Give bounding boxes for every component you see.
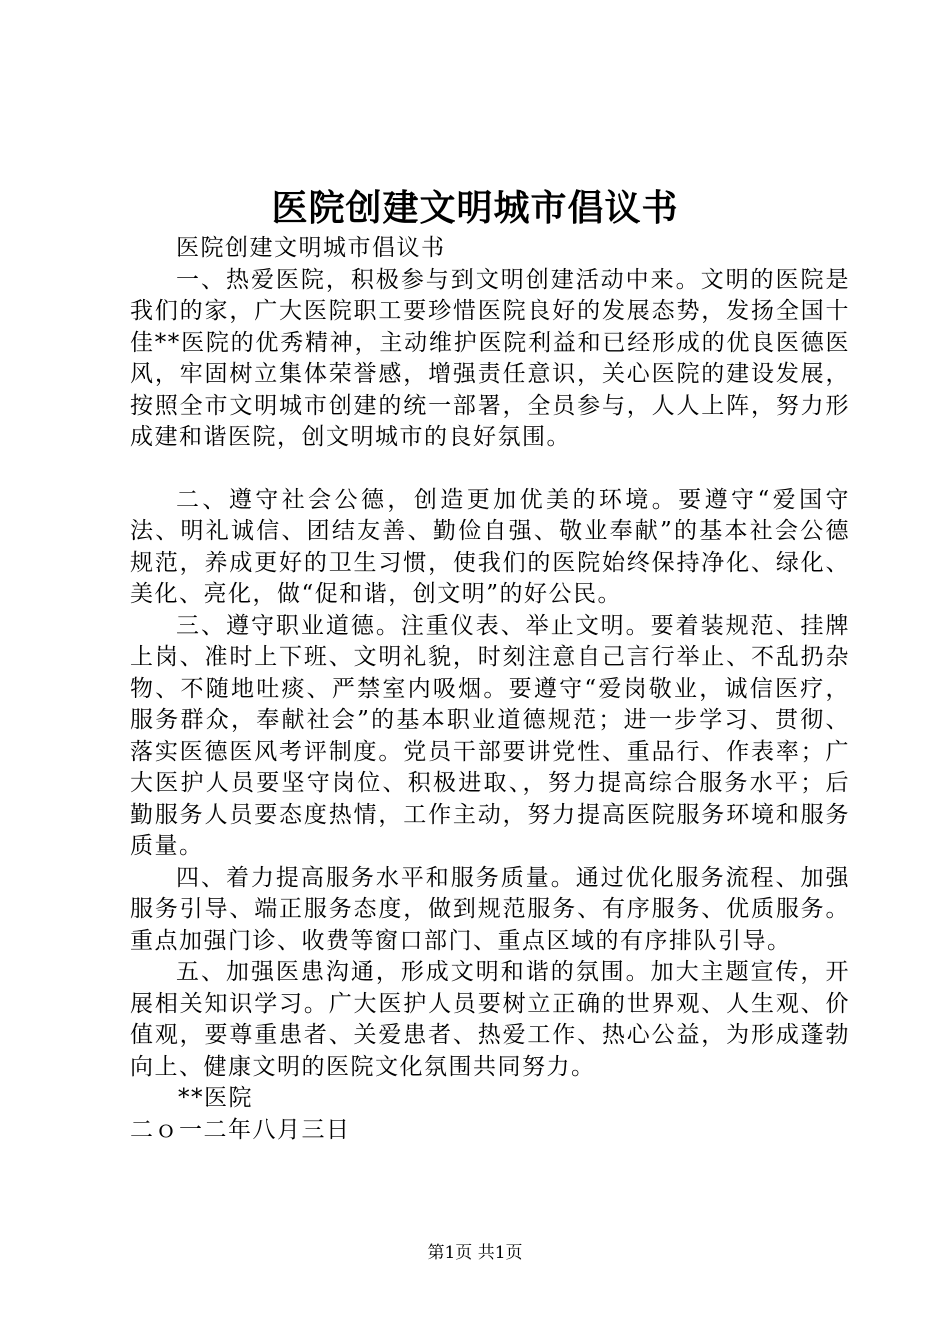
paragraph-5: 五、加强医患沟通，形成文明和谐的氛围。加大主题宣传，开展相关知识学习。广大医护人员要树立正确的世界观、人生观、价值观，要尊重患者、关爱患者、热爱工作、热心公益，为形成蓬勃向上、健康文明的医院文化氛围共同努力。	[130, 959, 850, 1080]
signature: **医院	[178, 1085, 253, 1111]
paragraph-1: 一、热爱医院，积极参与到文明创建活动中来。文明的医院是我们的家，广大医院职工要珍惜医院良好的发展态势，发扬全国十佳**医院的优秀精神，主动维护医院利益和已经形成的优良医德医风，牢固树立集体荣誉感，增强责任意识，关心医院的建设发展，按照全市文明城市创建的统一部署，全员参与，人人上阵，努力形成建和谐医院，创文明城市的良好氛围。	[130, 266, 850, 450]
document-subtitle: 医院创建文明城市倡议书	[176, 235, 446, 261]
document-title: 医院创建文明城市倡议书	[271, 187, 679, 229]
page-footer: 第1页 共1页	[427, 1243, 523, 1263]
paragraph-2: 二、遵守社会公德，创造更加优美的环境。要遵守“爱国守法、明礼诚信、团结友善、勤俭自强、敬业奉献”的基本社会公德规范，养成更好的卫生习惯，使我们的医院始终保持净化、绿化、美化、亮化，做“促和谐，创文明”的好公民。	[130, 486, 850, 607]
paragraph-3: 三、遵守职业道德。注重仪表、举止文明。要着装规范、挂牌上岗、准时上下班、文明礼貌，时刻注意自己言行举止、不乱扔杂物、不随地吐痰、严禁室内吸烟。要遵守“爱岗敬业，诚信医疗，服务群众，奉献社会”的基本职业道德规范；进一步学习、贯彻、落实医德医风考评制度。党员干部要讲党性、重品行、作表率；广大医护人员要坚守岗位、积极进取、，努力提高综合服务水平；后勤服务人员要态度热情，工作主动，努力提高医院服务环境和服务质量。	[130, 612, 850, 859]
document-date: 二ｏ一二年八月三日	[130, 1116, 351, 1143]
paragraph-4: 四、着力提高服务水平和服务质量。通过优化服务流程、加强服务引导、端正服务态度，做到规范服务、有序服务、优质服务。重点加强门诊、收费等窗口部门、重点区域的有序排队引导。	[130, 864, 850, 954]
document-body	[130, 233, 850, 1146]
